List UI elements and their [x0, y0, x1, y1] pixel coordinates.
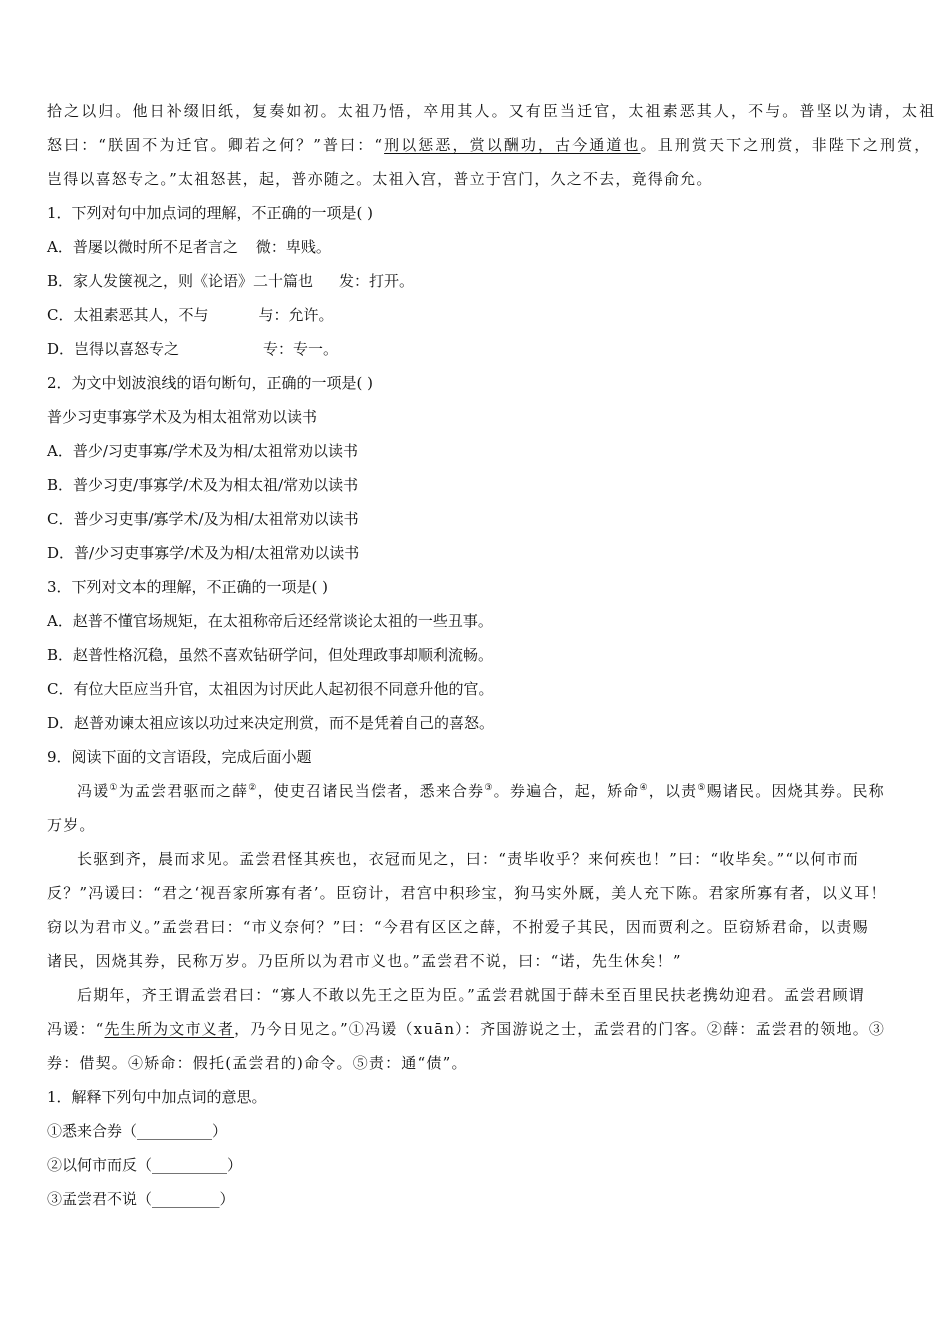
question-3-option-c: C．有位大臣应当升官，太祖因为讨厌此人起初很不同意升他的官。 — [47, 680, 494, 698]
footnote-marker: ① — [109, 783, 119, 793]
option-explanation: 微：卑贱。 — [255, 238, 331, 256]
passage-text: 冯谖 — [77, 782, 110, 800]
question-1-option-b — [47, 264, 909, 298]
passage-line — [47, 128, 932, 162]
option-text: A．普屡以微时所不足者言之 — [47, 238, 238, 256]
footnote-marker: ③ — [484, 783, 494, 793]
question-2-option-b: B．普少习吏/事寡学/术及为相太祖/常劝以读书 — [47, 476, 359, 494]
question-2-stem: 2．为文中划波浪线的语句断句，正确的一项是( ) — [47, 374, 374, 392]
passage-text: 。且刑赏天下之刑赏，非陛下之刑赏， — [640, 136, 932, 154]
question-3-option-a: A．赵普不懂官场规矩，在太祖称帝后还经常谈论太祖的一些丑事。 — [47, 612, 493, 630]
option-explanation: 与：允许。 — [258, 306, 334, 324]
option-explanation: 专：专一。 — [263, 340, 339, 358]
question-9-sub-item-2: ②以何市而反（__________） — [47, 1156, 243, 1174]
question-3-stem: 3．下列对文本的理解，不正确的一项是( ) — [47, 578, 329, 596]
question-9-sub-item-3: ③孟尝君不说（_________） — [47, 1190, 235, 1208]
passage-text: ，使吏召诸民当偿者，悉来合券 — [257, 782, 485, 800]
question-9-title: 9．阅读下面的文言语段，完成后面小题 — [47, 748, 312, 766]
question-2-option-d: D．普/少习吏事寡学/术及为相/太祖常劝以读书 — [47, 544, 360, 562]
option-text: B．家人发箧视之，则《论语》二十篇也 — [47, 272, 314, 290]
passage-2-line: 反？”冯谖曰：“君之‘视吾家所寡有者’。臣窃计，君宫中积珍宝，狗马实外厩，美人充下陈。君家所寡有者，以义耳！ — [47, 884, 887, 902]
passage-text: 怒曰：“朕固不为迁官。卿若之何？”普曰：“ — [47, 136, 385, 154]
passage-2-line: 诸民，因烧其券，民称万岁。乃臣所以为君市义也。”孟尝君不说，曰：“诺，先生休矣！” — [47, 952, 682, 970]
question-9-sub-item-1: ①悉来合券（__________） — [47, 1122, 228, 1140]
passage-text: ，乃今日见之。”①冯谖（xuān）：齐国游说之士，孟尝君的门客。②薛：孟尝君的领地。③ — [234, 1020, 886, 1038]
passage-2-line: 长驱到齐，晨而求见。孟尝君怪其疾也，衣冠而见之，曰：“责毕收乎？来何疾也！”曰：“收毕矣。”“以何市而 — [77, 850, 860, 868]
document-page — [47, 94, 937, 1216]
question-2-option-a: A．普少/习吏事寡/学术及为相/太祖常劝以读书 — [47, 442, 358, 460]
passage-2-line — [47, 774, 909, 808]
passage-text: 冯谖：“ — [47, 1020, 105, 1038]
passage-2-line — [47, 1012, 909, 1046]
passage-2-line: 券：借契。④矫命：假托(孟尝君的)命令。⑤责：通“债”。 — [47, 1054, 468, 1072]
underlined-sentence: 先生所为文市义者 — [104, 1020, 235, 1038]
question-2-sentence: 普少习吏事寡学术及为相太祖常劝以读书 — [47, 408, 318, 426]
question-3-option-d: D．赵普劝谏太祖应该以功过来决定刑赏，而不是凭着自己的喜怒。 — [47, 714, 495, 732]
question-3-option-b: B．赵普性格沉稳，虽然不喜欢钻研学问，但处理政事却顺利流畅。 — [47, 646, 494, 664]
wavy-underlined-sentence: 刑以惩恶，赏以酬功，古今通道也 — [384, 136, 641, 154]
footnote-marker: ④ — [639, 783, 649, 793]
passage-text: ，以责 — [648, 782, 698, 800]
question-2-option-c: C．普少习吏事/寡学术/及为相/太祖常劝以读书 — [47, 510, 359, 528]
footnote-marker: ⑤ — [697, 783, 707, 793]
passage-2-line: 万岁。 — [47, 816, 96, 834]
question-1-option-a — [47, 230, 909, 264]
option-explanation: 发：打开。 — [339, 272, 415, 290]
footnote-marker: ② — [248, 783, 258, 793]
option-text: C．太祖素恶其人，不与 — [47, 306, 209, 324]
question-1-option-c — [47, 298, 909, 332]
question-9-sub-stem: 1．解释下列句中加点词的意思。 — [47, 1088, 267, 1106]
option-text: D．岂得以喜怒专之 — [47, 340, 180, 358]
passage-text: 赐诸民。因烧其券。民称 — [706, 782, 885, 800]
question-1-stem: 1．下列对句中加点词的理解，不正确的一项是( ) — [47, 204, 374, 222]
passage-line: 拾之以归。他日补缀旧纸，复奏如初。太祖乃悟，卒用其人。又有臣当迁官，太祖素恶其人，不与。普坚以为请，太祖 — [47, 102, 937, 120]
passage-2-line: 后期年，齐王谓孟尝君曰：“寡人不敢以先王之臣为臣。”孟尝君就国于薛未至百里民扶老携幼迎君。孟尝君顾谓 — [77, 986, 865, 1004]
passage-text: 。券遍合，起，矫命 — [493, 782, 640, 800]
passage-line: 岂得以喜怒专之。”太祖怒甚，起，普亦随之。太祖入宫，普立于宫门，久之不去，竟得俞允。 — [47, 170, 713, 188]
question-1-option-d — [47, 332, 909, 366]
passage-text: 为孟尝君驱而之薛 — [118, 782, 249, 800]
passage-2-line: 窃以为君市义。”孟尝君曰：“市义奈何？”曰：“今君有区区之薛，不拊爱子其民，因而贾利之。臣窃矫君命，以责赐 — [47, 918, 869, 936]
